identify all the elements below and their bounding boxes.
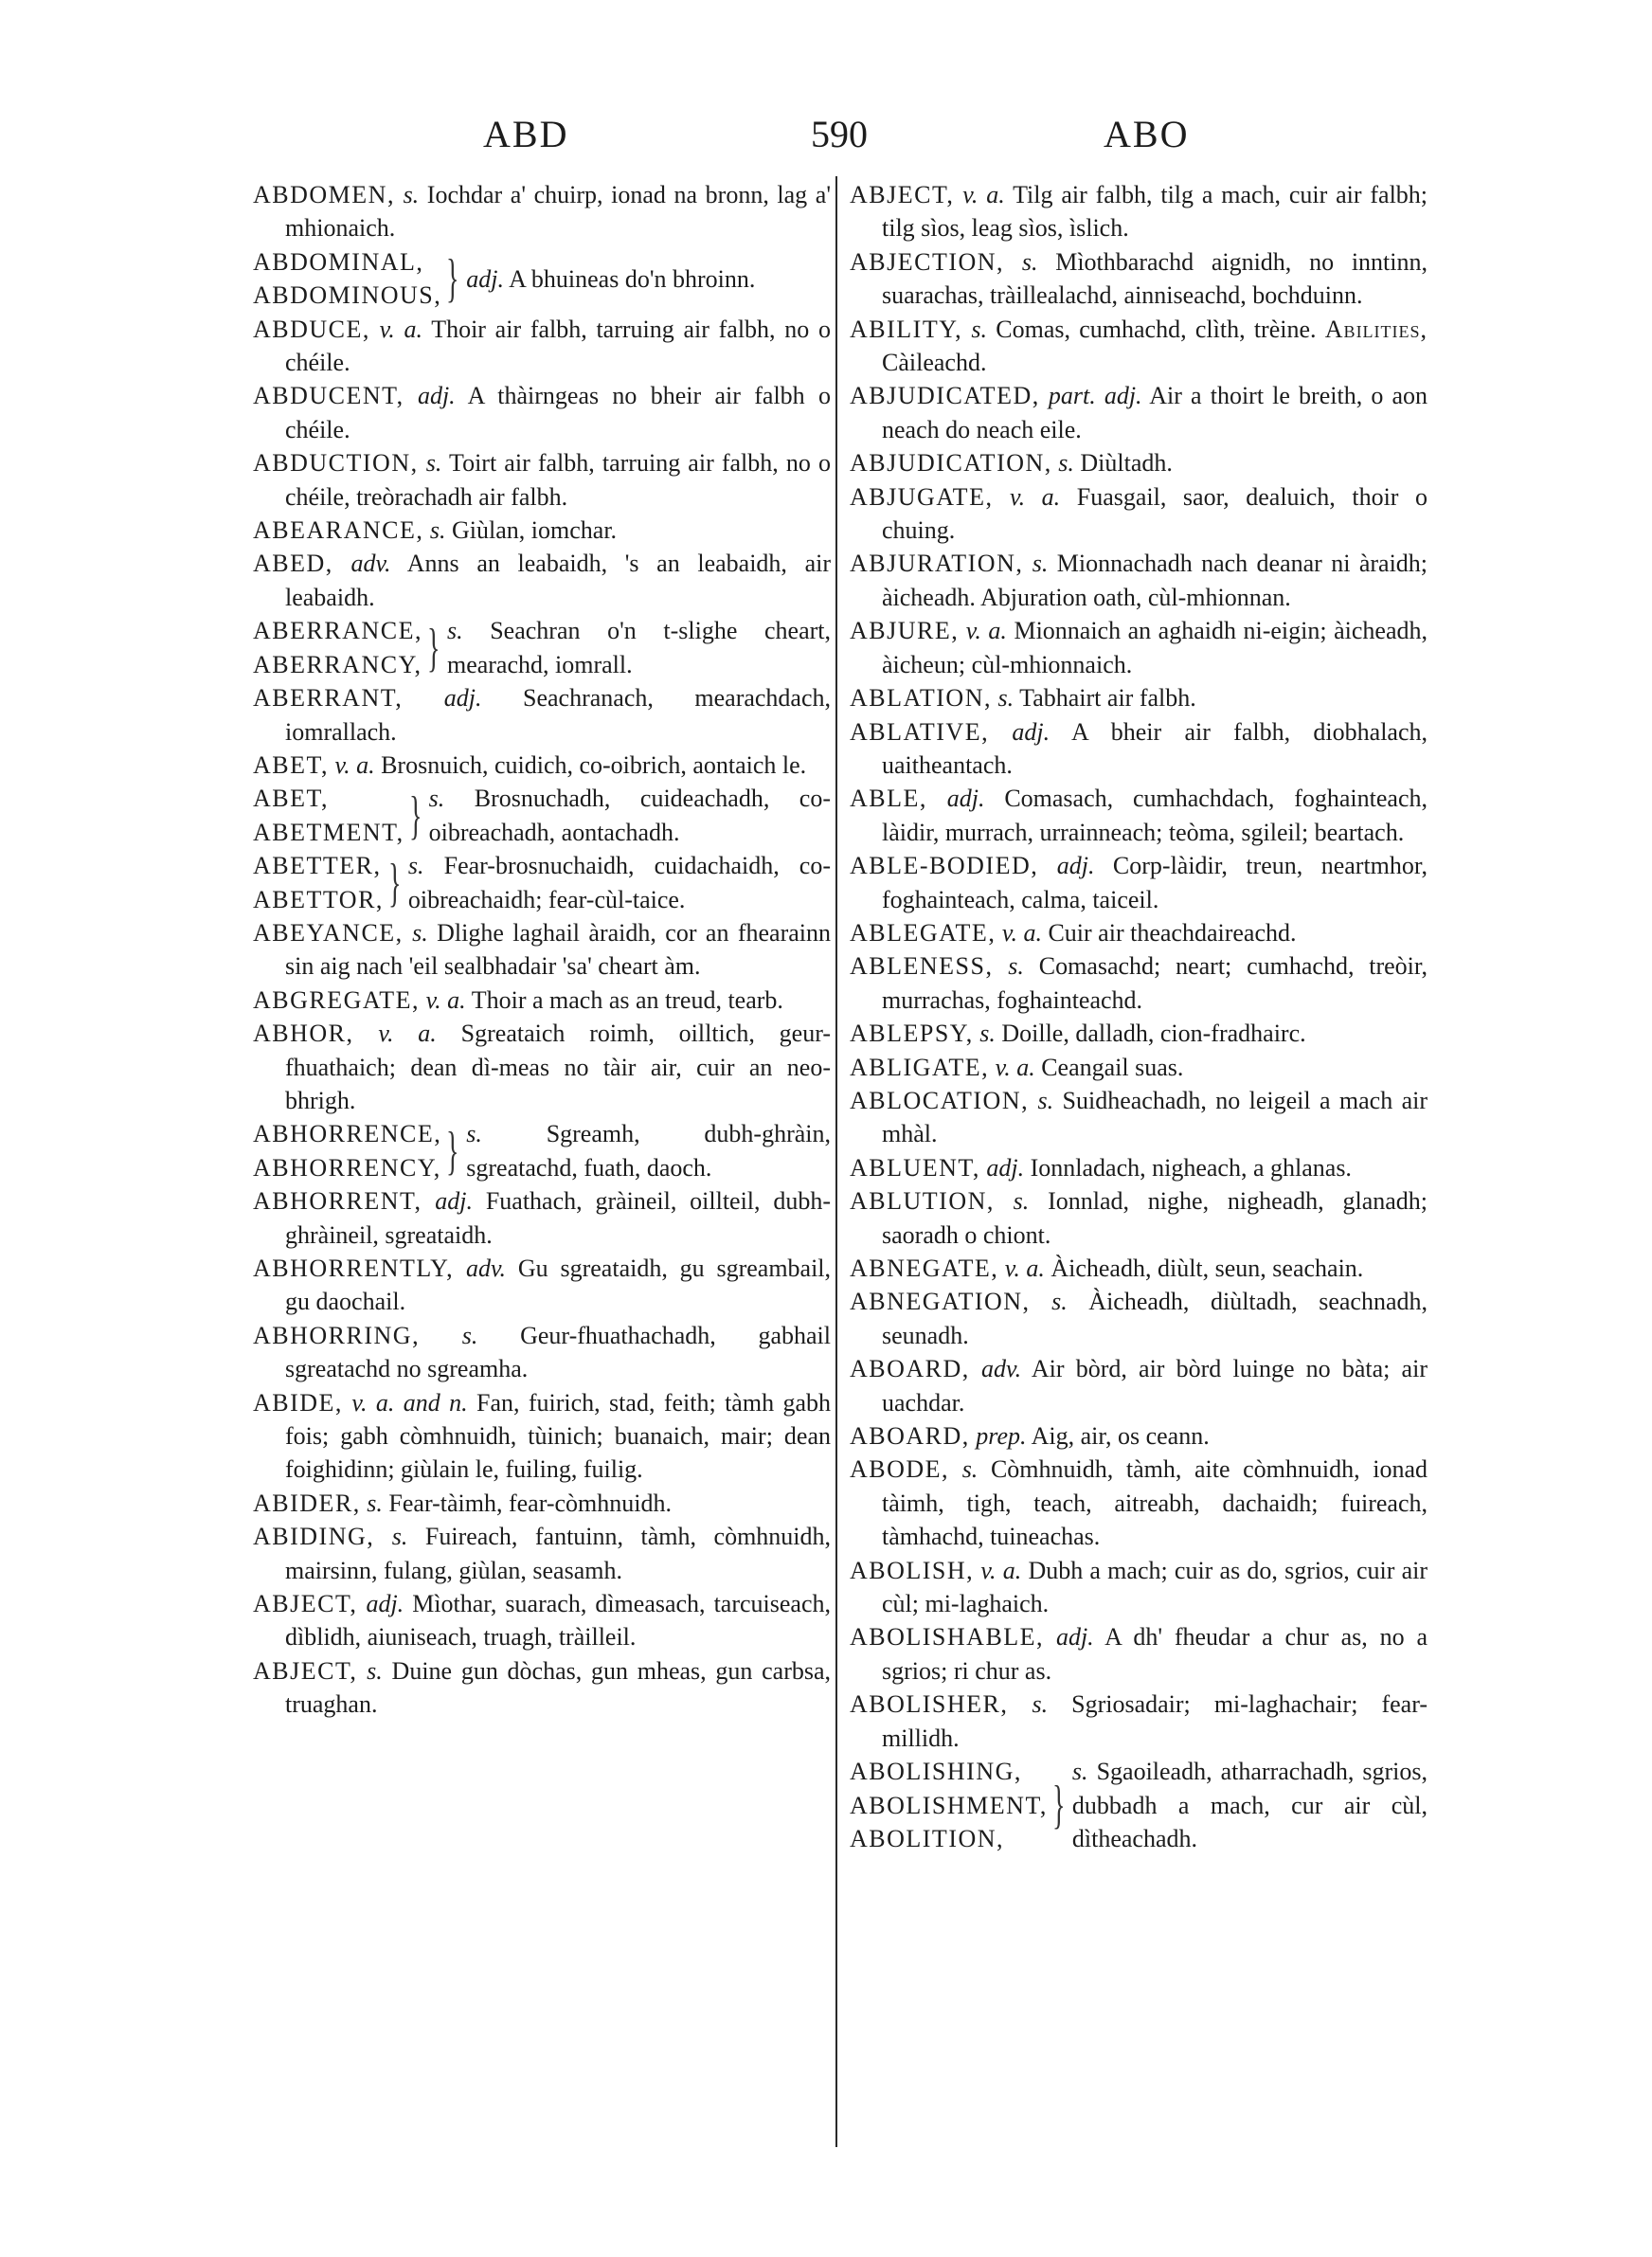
grammar-label: s. — [446, 617, 463, 645]
grammar-label: adj. — [435, 1187, 474, 1216]
headword: ABILITY, — [850, 315, 963, 343]
grammar-label: s. — [971, 315, 988, 343]
headword: ABLE-BODIED, — [850, 852, 1039, 880]
grammar-label: s. — [391, 1523, 408, 1551]
dictionary-entry — [253, 1319, 831, 1386]
headword: ABLENESS, — [850, 952, 994, 981]
grammar-label: v. a. — [1004, 1255, 1045, 1282]
headword: ABLIGATE, — [850, 1053, 990, 1081]
dictionary-entry — [850, 1051, 1428, 1084]
dictionary-entry — [253, 984, 831, 1017]
dictionary-entry — [253, 916, 831, 984]
definition-text: Fuasgail, saor, dealuich, thoir o chuing. — [882, 482, 1428, 545]
definition-text: Brosnuich, cuidich, co-oibrich, aontaich le. — [381, 750, 807, 779]
dictionary-entry — [253, 1487, 831, 1520]
dictionary-entry — [253, 1184, 831, 1252]
headword: ABJUGATE, — [850, 482, 994, 511]
dictionary-entry — [850, 949, 1428, 1017]
grammar-label: s. — [1013, 1187, 1030, 1216]
definition-text: Fuathach, gràineil, oillteil, dubh-ghràineil, sgreataidh. — [285, 1187, 831, 1249]
headword: ABET, — [253, 750, 329, 779]
headword: ABLUENT, — [850, 1153, 980, 1182]
definition-text: Gu sgreataidh, gu sgreambail, gu daochail. — [285, 1255, 832, 1316]
definition-text: Mìothar, suarach, dìmeasach, tarcuiseach, dìblidh, aiuniseach, truagh, tràilleil. — [285, 1590, 831, 1652]
headword: ABETTER, — [253, 852, 382, 880]
headword: ABJECT, — [253, 1656, 358, 1685]
definition-text: Comas, cumhachd, clìth, trèine. — [996, 315, 1317, 343]
dictionary-entry — [253, 681, 831, 749]
subentry-definition: Càileachd. — [882, 349, 987, 377]
dictionary-entry — [850, 681, 1428, 714]
grammar-label: s. — [466, 1120, 482, 1148]
grammar-label: adj. — [946, 785, 985, 813]
header-right-guideword: ABO — [1104, 113, 1190, 155]
grammar-label: s. — [428, 785, 445, 813]
headword: ABIDE, — [253, 1388, 343, 1417]
definition — [460, 1117, 831, 1184]
entry-group-head — [253, 782, 831, 849]
grammar-label: v. a. — [425, 985, 466, 1014]
grammar-label: adj. — [466, 264, 504, 293]
dictionary-entry — [850, 1084, 1428, 1151]
left-column — [253, 178, 831, 1722]
headword: ABHOR, — [253, 1020, 354, 1048]
page-number: 590 — [811, 113, 868, 155]
definition-text: A thàirngeas no bheir air falbh o chéile. — [285, 382, 832, 443]
headword: ABERRANT, — [253, 684, 404, 713]
dictionary-entry — [850, 480, 1428, 548]
right-column — [850, 178, 1428, 1855]
grammar-label: s. — [1037, 1086, 1054, 1114]
column-divider — [835, 176, 837, 2147]
definition — [441, 614, 831, 681]
headword: ABLE, — [850, 785, 927, 813]
dictionary-entry — [850, 313, 1428, 380]
grammar-label: adj. — [366, 1590, 404, 1618]
grammar-label: s. — [979, 1020, 996, 1048]
definition-text: Ceangail suas. — [1041, 1053, 1184, 1081]
grammar-label: part. adj. — [1048, 382, 1142, 410]
definition-text: Doille, dalladh, cion-fradhairc. — [1001, 1020, 1306, 1048]
definition-text: Thoir air falbh, tarruing air falbh, no o chéile. — [285, 315, 831, 377]
headword: ABDUCE, — [253, 315, 370, 343]
headword: ABOARD, — [850, 1355, 970, 1383]
grammar-label: v. a. — [980, 1556, 1022, 1584]
grammar-label: s. — [403, 181, 420, 208]
dictionary-entry — [253, 178, 831, 245]
dictionary-entry-group — [253, 245, 831, 313]
headword-list — [253, 614, 422, 681]
definition-text: Tilg air falbh, tilg a mach, cuir air falbh; tilg sìos, leag sìos, ìslich. — [882, 181, 1428, 243]
grammar-label: v. a. — [965, 617, 1007, 645]
dictionary-entry — [850, 446, 1428, 479]
headword: ABHORRENT, — [253, 1187, 422, 1216]
headword: ABEYANCE, — [253, 918, 404, 947]
definition-text: Geur-fhuathachadh, gabhail sgreatachd no sgreamha. — [285, 1321, 831, 1383]
dictionary-entry — [850, 715, 1428, 783]
definition-text: Ionnlad, nighe, nigheadh, glanadh; saoradh o chiont. — [882, 1187, 1428, 1249]
definition-text: Sgreamh, dubh-ghràin, sgreatachd, fuath, daoch. — [466, 1120, 831, 1182]
dictionary-entry-group — [850, 1755, 1428, 1855]
headword: ABETMENT, — [253, 818, 404, 846]
dictionary-entry — [253, 1654, 831, 1722]
headword: ABOLISHABLE, — [850, 1623, 1045, 1652]
dictionary-entry — [850, 245, 1428, 313]
headword: ABJECT, — [253, 1590, 358, 1618]
headword: ABOLITION, — [850, 1824, 1005, 1852]
grammar-label: v. a. — [379, 315, 422, 343]
subentry-headword: Abilities, — [1324, 315, 1428, 343]
definition-text: Comasach, cumhachdach, foghainteach, làidir, murrach, urrainneach; teòma, sgileil; beartach. — [882, 785, 1428, 846]
headword: ABJUDICATION, — [850, 449, 1052, 478]
grammar-label: s. — [412, 918, 428, 947]
grammar-label: s. — [1032, 1690, 1049, 1719]
definition-text: Aig, air, os ceann. — [1031, 1422, 1210, 1451]
definition-text: Suidheachadh, no leigeil a mach air mhàl. — [882, 1086, 1428, 1148]
grammar-label: adj. — [986, 1153, 1025, 1182]
dictionary-entry — [850, 782, 1428, 849]
dictionary-entry — [850, 1688, 1428, 1755]
headword: ABEARANCE, — [253, 516, 424, 545]
definition-text: Brosnuchadh, cuideachadh, co-oibreachadh, aontachadh. — [428, 785, 832, 846]
definition-text: Sgreataich roimh, oilltich, geur-fhuathaich; dean dì-meas no tàir air, cuir an neo-bhrigh. — [285, 1020, 831, 1114]
entry-group-head — [850, 1755, 1428, 1855]
definition-text: Àicheadh, diùltadh, seachnadh, seunadh. — [882, 1288, 1428, 1349]
grammar-label: v. a. — [334, 750, 375, 779]
grammar-label: adj. — [1056, 852, 1095, 880]
headword: ABIDING, — [253, 1523, 375, 1551]
headword: ABLEPSY, — [850, 1020, 974, 1048]
header-left-guideword: ABD — [483, 113, 569, 155]
definition-text: Ionnladach, nigheach, a ghlanas. — [1030, 1153, 1352, 1182]
grammar-label: s. — [961, 1455, 979, 1484]
definition-text: Fear-tàimh, fear-còmhnuidh. — [388, 1489, 672, 1517]
dictionary-entry-group — [253, 614, 831, 681]
grammar-label: v. a. — [962, 181, 1005, 208]
grammar-label: v. a. — [1010, 482, 1061, 511]
headword: ABJUDICATED, — [850, 382, 1040, 410]
definition-text: Seachranach, mearachdach, iomrallach. — [285, 684, 832, 746]
definition-text: Mionnaich an aghaidh ni-eigin; àicheadh, àicheun; cùl-mhionnaich. — [882, 617, 1428, 678]
grammar-label: adj. — [443, 684, 482, 713]
headword: ABERRANCE, — [253, 617, 422, 645]
grammar-label: s. — [1008, 952, 1024, 981]
dictionary-entry — [850, 547, 1428, 614]
definition — [423, 782, 831, 849]
entry-group-head — [253, 1117, 831, 1184]
grammar-label: s. — [429, 516, 446, 545]
entry-group-head — [253, 849, 831, 916]
grammar-label: s. — [425, 449, 442, 478]
dictionary-entry — [850, 1285, 1428, 1352]
dictionary-entry — [850, 379, 1428, 446]
grammar-label: adv. — [350, 550, 391, 578]
dictionary-entry — [253, 547, 831, 614]
grammar-label: v. a. — [995, 1053, 1035, 1081]
grammar-label: s. — [1021, 247, 1038, 276]
dictionary-entry — [253, 1587, 831, 1654]
headword: ABET, — [253, 785, 329, 813]
definition-text: Cuir air theachdaireachd. — [1048, 918, 1297, 947]
dictionary-entry — [850, 1620, 1428, 1688]
grammar-label: s. — [997, 684, 1015, 713]
dictionary-entry — [253, 514, 831, 547]
dictionary-entry — [850, 1017, 1428, 1050]
dictionary-entry — [253, 749, 831, 782]
headword: ABODE, — [850, 1455, 950, 1484]
definition-text: Tabhairt air falbh. — [1019, 684, 1196, 713]
dictionary-entry — [850, 1352, 1428, 1419]
dictionary-entry — [850, 1252, 1428, 1285]
headword: ABOLISHER, — [850, 1690, 1009, 1719]
dictionary-entry — [253, 1520, 831, 1587]
dictionary-entry — [253, 379, 831, 446]
definition-text: Iochdar a' chuirp, ionad na bronn, lag a' mhionaich. — [285, 181, 832, 243]
grammar-label: s. — [407, 852, 424, 880]
dictionary-entry-group — [253, 782, 831, 849]
grammar-label: v. a. — [378, 1020, 437, 1048]
definition-text: Dlighe laghail àraidh, cor an fhearainn sin aig nach 'eil sealbhadair 'sa' cheart àm. — [285, 918, 832, 981]
brace-mark: } — [387, 853, 402, 912]
dictionary-entry — [850, 1453, 1428, 1553]
headword: ABDUCTION, — [253, 449, 419, 478]
definition-text: Duine gun dòchas, gun mheas, gun carbsa, truaghan. — [285, 1656, 832, 1719]
grammar-label: adj. — [1055, 1623, 1094, 1652]
grammar-label: adj. — [417, 382, 456, 410]
headword: ABED, — [253, 550, 333, 578]
definition-text: Anns an leabaidh, 's an leabaidh, air leabaidh. — [285, 550, 831, 611]
definition-text: Sgriosadair; mi-laghachair; fear-millidh. — [882, 1690, 1428, 1752]
dictionary-entry — [850, 1419, 1428, 1453]
headword-list — [253, 849, 384, 916]
definition-text: A bheir air falbh, diobhalach, uaitheantach. — [882, 717, 1428, 779]
dictionary-entry — [850, 614, 1428, 681]
page-header — [0, 112, 1652, 169]
headword: ABOARD, — [850, 1422, 970, 1451]
definition-text: Fuireach, fantuinn, tàmh, còmhnuidh, mairsinn, fulang, giùlan, seasamh. — [285, 1523, 832, 1584]
definition-text: Seachran o'n t-slighe cheart, mearachd, iomrall. — [446, 617, 832, 678]
dictionary-entry — [850, 1184, 1428, 1252]
headword: ABOLISHMENT, — [850, 1791, 1048, 1819]
dictionary-entry — [253, 1386, 831, 1487]
entry-group-head — [253, 245, 831, 313]
dictionary-entry-group — [253, 849, 831, 916]
brace-mark: } — [426, 618, 440, 677]
headword: ABIDER, — [253, 1489, 361, 1517]
definition-text: Sgaoileadh, atharrachadh, sgrios, dubbadh a mach, cur air cùl, dìtheachadh. — [1071, 1758, 1428, 1852]
definition-text: Mìothbarachd aignidh, no inntinn, suarachas, tràillealachd, ainniseachd, bochduinn. — [882, 247, 1428, 310]
headword: ABLATIVE, — [850, 717, 990, 746]
grammar-label: v. a. and n. — [351, 1388, 468, 1417]
definition-text: Air a thoirt le breith, o aon neach do neach eile. — [882, 382, 1428, 443]
definition-text: Air bòrd, air bòrd luinge no bàta; air uachdar. — [882, 1355, 1428, 1417]
definition-text: Fan, fuirich, stad, feith; tàmh gabh fois; gabh còmhnuidh, tùinich; buanaich, mair; dean foighidinn; giùlain le, fuiling, fuilig. — [285, 1388, 831, 1484]
definition-text: Giùlan, iomchar. — [452, 516, 618, 545]
definition-text: Thoir a mach as an treud, tearb. — [471, 985, 783, 1014]
headword: ABOLISHING, — [850, 1758, 1022, 1786]
headword: ABDOMEN, — [253, 181, 395, 208]
definition-text: Toirt air falbh, tarruing air falbh, no o chéile, treòrachadh air falbh. — [285, 449, 832, 511]
definition-text: Corp-làidir, treun, neartmhor, foghainteach, calma, taiceil. — [882, 852, 1428, 913]
headword: ABHORRING, — [253, 1321, 421, 1349]
brace-mark: } — [1051, 1776, 1066, 1835]
headword: ABJECT, — [850, 181, 955, 208]
headword: ABGREGATE, — [253, 985, 421, 1014]
headword: ABHORRENCE, — [253, 1120, 442, 1148]
headword: ABLOCATION, — [850, 1086, 1030, 1114]
dictionary-entry — [850, 849, 1428, 916]
headword: ABERRANCY, — [253, 650, 422, 678]
grammar-label: adj. — [1012, 717, 1050, 746]
headword: ABLEGATE, — [850, 918, 997, 947]
grammar-label: adv. — [465, 1255, 507, 1282]
definition — [460, 262, 831, 296]
entry-group-head — [253, 614, 831, 681]
dictionary-entry — [253, 1252, 831, 1319]
definition — [1067, 1755, 1428, 1855]
grammar-label: s. — [1051, 1288, 1068, 1316]
dictionary-entry — [253, 446, 831, 514]
grammar-label: s. — [1058, 449, 1074, 478]
grammar-label: v. a. — [1001, 918, 1042, 947]
headword: ABLUTION, — [850, 1187, 995, 1216]
headword: ABOLISH, — [850, 1556, 975, 1584]
definition — [403, 849, 831, 916]
definition-text: Fear-brosnuchaidh, cuidachaidh, co-oibreachaidh; fear-cùl-taice. — [407, 852, 831, 913]
headword: ABNEGATE, — [850, 1255, 999, 1282]
headword: ABNEGATION, — [850, 1288, 1031, 1316]
dictionary-entry-group — [253, 1117, 831, 1184]
headword: ABHORRENTLY, — [253, 1255, 455, 1282]
grammar-label: s. — [367, 1656, 383, 1685]
headword: ABDOMINOUS, — [253, 281, 442, 310]
dictionary-entry — [253, 313, 831, 380]
definition-text: Comasachd; neart; cumhachd, treòir, murrachas, foghainteachd. — [882, 952, 1428, 1014]
dictionary-entry — [850, 916, 1428, 949]
grammar-label: adv. — [980, 1355, 1022, 1383]
headword-list — [253, 782, 404, 849]
grammar-label: s. — [461, 1321, 478, 1349]
definition-text: Dubh a mach; cuir as do, sgrios, cuir air cùl; mi-laghaich. — [882, 1556, 1428, 1618]
grammar-label: prep. — [976, 1422, 1027, 1451]
definition-text: Àicheadh, diùlt, seun, seachain. — [1050, 1255, 1364, 1282]
headword: ABHORRENCY, — [253, 1153, 441, 1182]
headword: ABJURE, — [850, 617, 960, 645]
definition-text: Diùltadh. — [1080, 449, 1173, 478]
brace-mark: } — [446, 249, 459, 309]
grammar-label: s. — [1032, 550, 1049, 578]
definition-text: A dh' fheudar a chur as, no a sgrios; ri chur as. — [882, 1623, 1428, 1685]
headword: ABJURATION, — [850, 550, 1024, 578]
headword-list — [253, 245, 441, 313]
brace-mark: } — [408, 785, 422, 845]
brace-mark: } — [446, 1121, 459, 1181]
dictionary-entry — [850, 1554, 1428, 1621]
dictionary-entry — [850, 178, 1428, 245]
headword: ABETTOR, — [253, 885, 384, 913]
headword-list — [850, 1755, 1048, 1855]
definition-text: Mionnachadh nach deanar ni àraidh; àicheadh. Abjuration oath, cùl-mhionnan. — [882, 550, 1428, 611]
dictionary-entry — [253, 1017, 831, 1117]
definition-text: Còmhnuidh, tàmh, aite còmhnuidh, ionad tàimh, tigh, teach, aitreabh, dachaidh; fuireach, tàmhachd, tuineachas. — [882, 1455, 1428, 1551]
headword: ABDUCENT, — [253, 382, 404, 410]
dictionary-entry — [850, 1151, 1428, 1184]
headword-list — [253, 1117, 441, 1184]
grammar-label: s. — [367, 1489, 383, 1517]
headword: ABLATION, — [850, 684, 992, 713]
headword: ABDOMINAL, — [253, 247, 424, 276]
headword: ABJECTION, — [850, 247, 1005, 276]
grammar-label: s. — [1071, 1758, 1088, 1786]
definition-text: A bhuineas do'n bhroinn. — [509, 264, 756, 293]
